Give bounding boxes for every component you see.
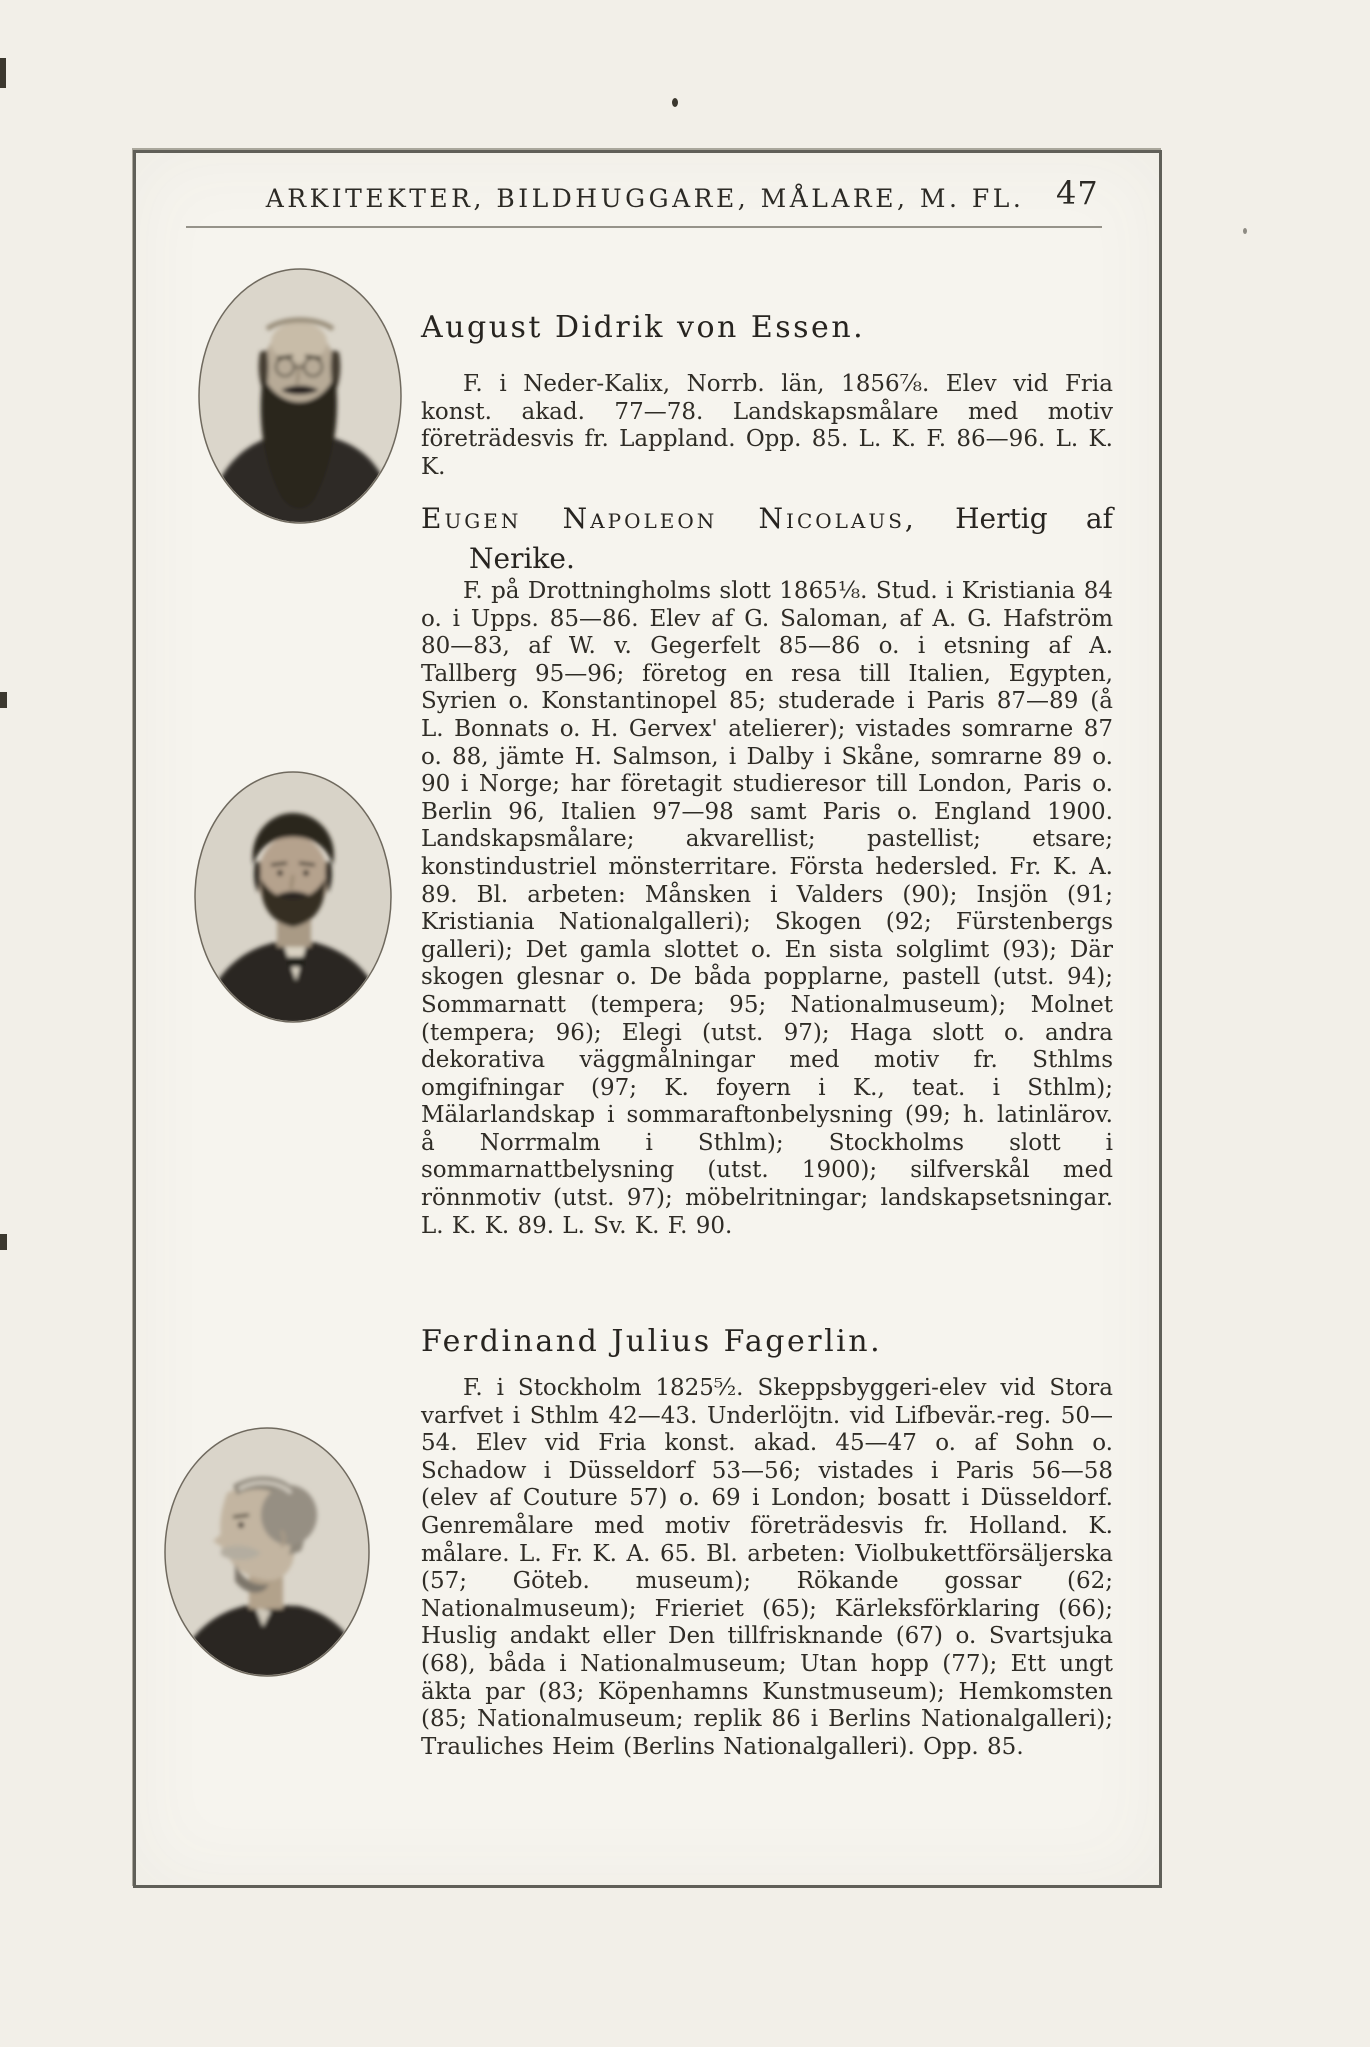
- ink-speck: [0, 1234, 7, 1250]
- entry-heading-von-essen: August Didrik von Essen.: [421, 310, 866, 345]
- entry-heading-eugen-line2: Nerike.: [469, 542, 575, 575]
- entry-body-fagerlin: F. i Stockholm 1825⁵⁄₂. Skeppsbyggeri-elev vid Stora varfvet i Sthlm 42—43. Underlöjtn. vid Lifbevär.-reg. 50—54. Elev vid Fria konst. akad. 45—47 o. af Sohn o. Schadow i Düsseldorf 53—56; vistades i Paris 56—58 (elev af Couture 57) o. 69 i London; bosatt i Düsseldorf. Genremålare med motiv företrädesvis fr. Holland. K. målare. L. Fr. K. A. 65. Bl. arbeten: Violbukettförsäljerska (57; Göteb. museum); Rökande gossar (62; Nationalmuseum); Frieriet (65); Kärleksförklaring (66); Huslig andakt eller Den tillfrisknande (67) o. Svartsjuka (68), båda i Nationalmuseum; Utan hopp (77); Ett ungt äkta par (83; Köpenhamns Kunstmuseum); Hemkomsten (85; Nationalmuseum; replik 86 i Berlins Nationalgalleri); Trauliches Heim (Berlins Nationalgalleri). Opp. 85.: [421, 1375, 1113, 1760]
- entry-body-von-essen: F. i Neder-Kalix, Norrb. län, 1856⁷⁄₈. Elev vid Fria konst. akad. 77—78. Landskapsmålare med motiv företrädesvis fr. Lappland. Opp. 85. L. K. F. 86—96. L. K. K.: [421, 371, 1113, 480]
- ink-speck: [0, 58, 6, 88]
- header-rule: [186, 226, 1102, 228]
- entry-heading-eugen-title: Hertig af: [916, 502, 1113, 535]
- entry-heading-eugen-line1: [421, 499, 1113, 539]
- entry-body-eugen: F. på Drottningholms slott 1865¹⁄₈. Stud. i Kristiania 84 o. i Upps. 85—86. Elev af G. Saloman, af A. G. Hafström 80—83, af W. v. Gegerfelt 85—86 o. i etsning af A. Tallberg 95—96; företog en resa till Italien, Egypten, Syrien o. Konstantinopel 85; studerade i Paris 87—89 (å L. Bonnats o. H. Gervex' atelierer); vistades somrarne 87 o. 88, jämte H. Salmson, i Dalby i Skåne, somrarne 89 o. 90 i Norge; har företagit studieresor till London, Paris o. Berlin 96, Italien 97—98 samt Paris o. England 1900. Landskapsmålare; akvarellist; pastellist; etsare; konstindustriel mönsterritare. Första hedersled. Fr. K. A. 89. Bl. arbeten: Månsken i Valders (90); Insjön (91; Kristiania Nationalgalleri); Skogen (92; Fürstenbergs galleri); Det gamla slottet o. En sista solglimt (93); Där skogen glesnar o. De båda popplarne, pastell (utst. 94); Sommarnatt (tempera; 95; Nationalmuseum); Molnet (tempera; 96); Elegi (utst. 97); Haga slott o. andra dekorativa väggmålningar med motiv fr. Sthlms omgifningar (97; K. foyern i K., teat. i Sthlm); Mälarlandskap i sommaraftonbelysning (99; h. latinlärov. å Norrmalm i Sthlm); Stockholms slott i sommarnattbelysning (utst. 1900); silfverskål med rönnmotiv (utst. 97); möbelritningar; landskapsetsningar. L. K. K. 89. L. Sv. K. F. 90.: [421, 578, 1113, 1239]
- ink-speck: [672, 98, 678, 107]
- ink-speck: [0, 692, 7, 708]
- portrait-photo-von-essen: [197, 267, 403, 525]
- portrait-photo-eugen: [193, 771, 393, 1024]
- entry-heading-eugen-name: Eugen Napoleon Nicolaus,: [421, 502, 917, 535]
- portrait-photo-fagerlin: [163, 1427, 371, 1678]
- entry-heading-eugen: [421, 499, 1113, 579]
- entry-heading-fagerlin: Ferdinand Julius Fagerlin.: [421, 1324, 883, 1359]
- ink-speck: [1243, 228, 1247, 234]
- running-header-title: ARKITEKTER, BILDHUGGARE, MÅLARE, M. FL.: [265, 184, 1025, 213]
- page-number: 47: [1056, 174, 1099, 212]
